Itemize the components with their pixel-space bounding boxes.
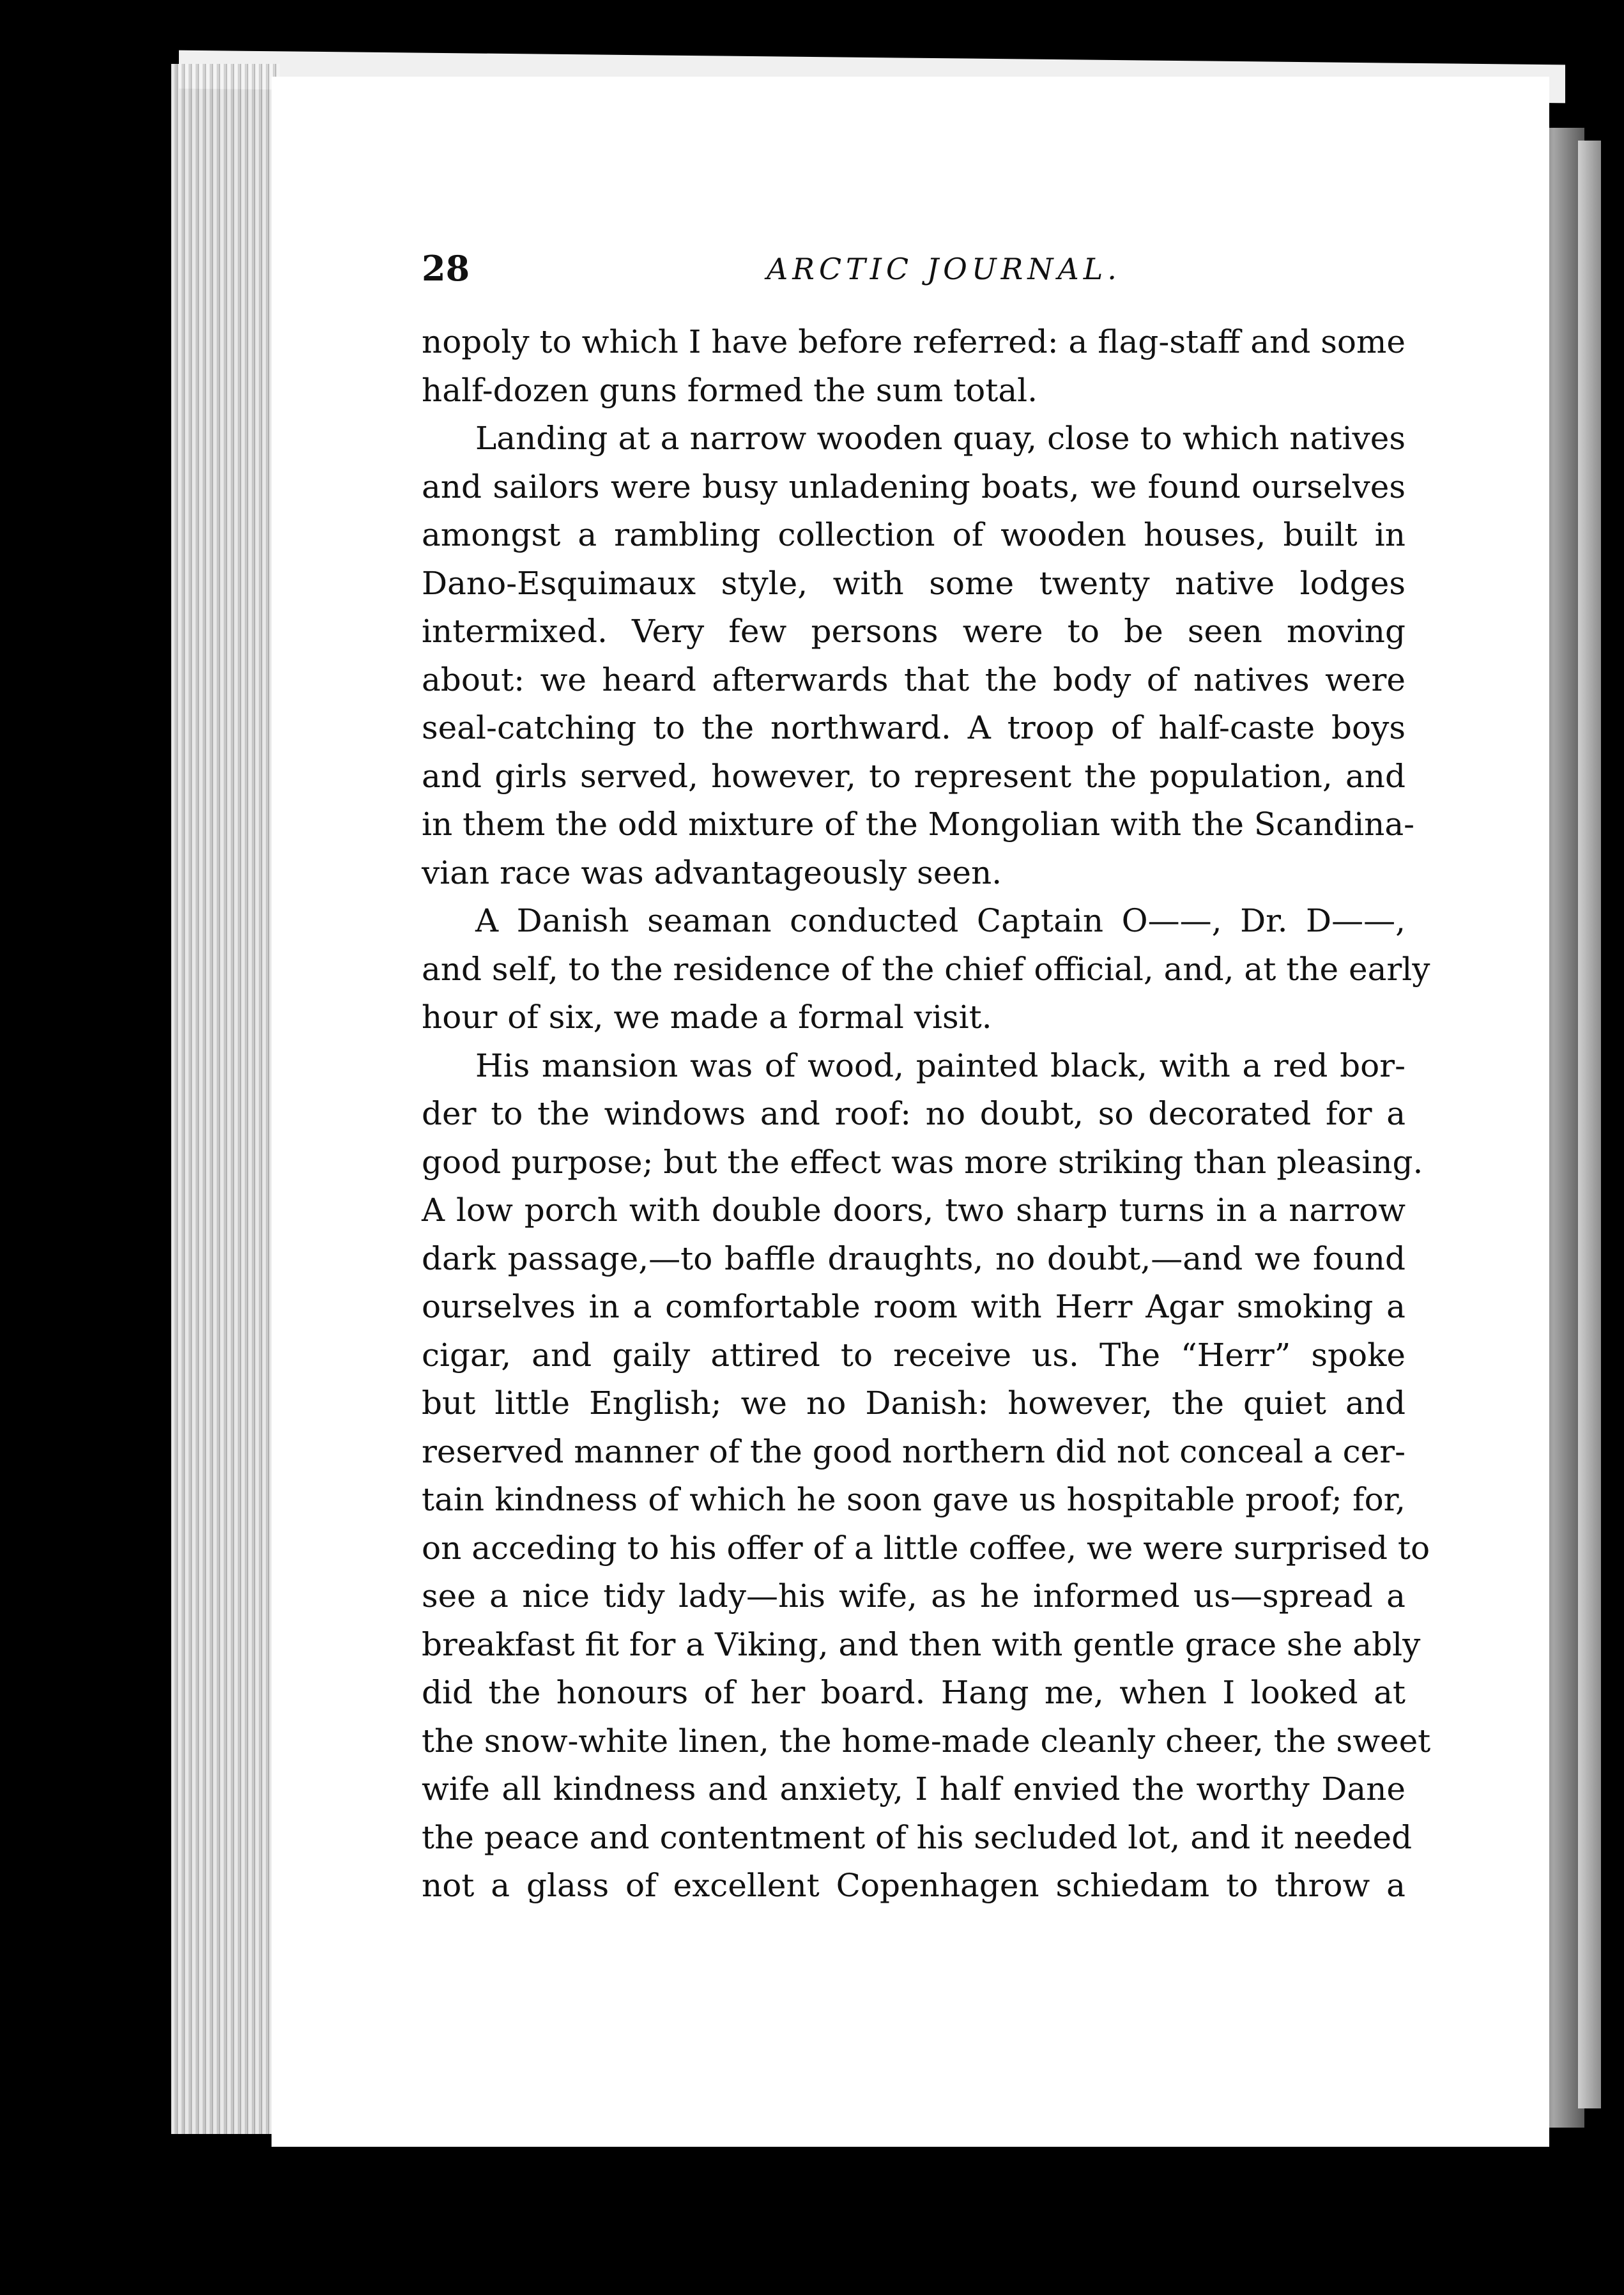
text-line: on acceding to his offer of a little coffee, we were surprised to: [422, 1529, 1430, 1567]
text-line: intermixed. Very few persons were to be seen moving: [422, 613, 1406, 650]
text-line: tain kindness of which he soon gave us hospitable proof; for,: [422, 1481, 1406, 1518]
text-line: not a glass of excellent Copenhagen schiedam to throw a: [422, 1867, 1406, 1904]
running-head: ARCTIC JOURNAL.: [767, 252, 1121, 286]
text-line: ourselves in a comfortable room with Herr Agar smoking a: [422, 1288, 1406, 1325]
text-line: dark passage,—to baffle draughts, no doubt,—and we found: [422, 1240, 1406, 1277]
facing-page-edge: [1578, 141, 1601, 2108]
text-line: the peace and contentment of his secluded lot, and it needed: [422, 1818, 1413, 1856]
text-line: in them the odd mixture of the Mongolian with the Scandina-: [422, 806, 1415, 843]
text-line: did the honours of her board. Hang me, when I looked at: [422, 1674, 1406, 1711]
text-line: good purpose; but the effect was more striking than pleasing.: [422, 1143, 1423, 1181]
text-line: and self, to the residence of the chief official, and, at the early: [422, 950, 1430, 988]
text-line: His mansion was of wood, painted black, with a red bor-: [475, 1047, 1406, 1084]
text-line: about: we heard afterwards that the body of natives were: [422, 661, 1406, 698]
text-line: but little English; we no Danish: however, the quiet and: [422, 1385, 1406, 1422]
text-line: der to the windows and roof: no doubt, so decorated for a: [422, 1095, 1406, 1132]
text-line: cigar, and gaily attired to receive us. The “Herr” spoke: [422, 1336, 1406, 1374]
text-line: wife all kindness and anxiety, I half envied the worthy Dane: [422, 1770, 1406, 1808]
text-line: and girls served, however, to represent the population, and: [422, 757, 1406, 795]
page-header: [422, 243, 1406, 300]
page-stack-left-edge: [171, 64, 280, 2134]
text-line: A low porch with double doors, two sharp turns in a narrow: [422, 1192, 1406, 1229]
body-text: [422, 318, 1431, 1910]
page-number: 28: [422, 248, 470, 289]
text-line: Landing at a narrow wooden quay, close to which natives: [475, 420, 1406, 457]
text-line: the snow-white linen, the home-made cleanly cheer, the sweet: [422, 1722, 1431, 1760]
text-line: reserved manner of the good northern did not conceal a cer-: [422, 1432, 1406, 1470]
text-line: vian race was advantageously seen.: [422, 854, 1002, 891]
text-line: nopoly to which I have before referred: a flag-staff and some: [422, 323, 1406, 360]
text-line: see a nice tidy lady—his wife, as he informed us—spread a: [422, 1577, 1406, 1615]
text-line: and sailors were busy unladening boats, we found ourselves: [422, 468, 1406, 505]
text-line: half-dozen guns formed the sum total.: [422, 371, 1038, 409]
text-line: Dano-Esquimaux style, with some twenty native lodges: [422, 564, 1406, 602]
text-line: hour of six, we made a formal visit.: [422, 999, 992, 1036]
text-line: amongst a rambling collection of wooden houses, built in: [422, 516, 1406, 553]
text-line: seal-catching to the northward. A troop of half-caste boys: [422, 709, 1406, 746]
text-line: breakfast fit for a Viking, and then with gentle grace she ably: [422, 1625, 1421, 1663]
text-line: A Danish seaman conducted Captain O——, Dr. D——,: [475, 902, 1406, 939]
